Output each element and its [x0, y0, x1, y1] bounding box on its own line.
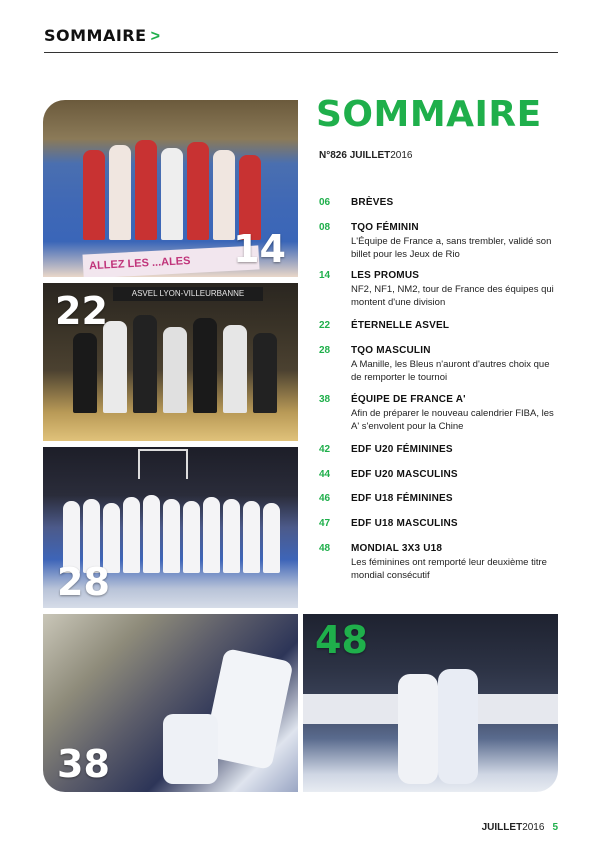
- page-number: 5: [552, 822, 558, 833]
- header-title: SOMMAIRE: [44, 26, 147, 45]
- asvel-banner: ASVEL LYON-VILLEURBANNE: [113, 287, 263, 301]
- player-decoration: [398, 674, 438, 784]
- toc-page-number: 48: [319, 543, 331, 554]
- toc-title: TQO MASCULIN: [351, 345, 431, 356]
- toc-title: EDF U20 FÉMININES: [351, 444, 453, 455]
- page-title: SOMMAIRE: [316, 94, 542, 135]
- photo-tqo-feminin[interactable]: [43, 100, 298, 277]
- photo-page-number: 38: [57, 742, 110, 786]
- players-decoration: [43, 140, 298, 240]
- toc-page-number: 46: [319, 493, 331, 504]
- photo-equipe-de-france-a[interactable]: [43, 614, 298, 792]
- issue-number: N°826: [319, 150, 347, 161]
- toc-title: ÉQUIPE DE FRANCE A': [351, 394, 466, 405]
- toc-page-number: 14: [319, 270, 331, 281]
- toc-title: MONDIAL 3X3 U18: [351, 543, 443, 554]
- toc-title: EDF U18 FÉMININES: [351, 493, 453, 504]
- jersey-decoration: [163, 714, 218, 784]
- toc-description: Afin de préparer le nouveau calendrier FIBA, les A' s'envolent pour la Chine: [351, 408, 554, 432]
- toc-page-number: 22: [319, 320, 331, 331]
- toc-description: NF2, NF1, NM2, tour de France des équipes qui montent d'une division: [351, 284, 554, 308]
- toc-page-number: 44: [319, 469, 331, 480]
- toc-page-number: 06: [319, 197, 331, 208]
- issue-month: JUILLET: [349, 150, 391, 161]
- issue-year: 2016: [390, 150, 413, 161]
- chevron-right-icon: >: [150, 28, 160, 45]
- toc-title: BRÈVES: [351, 197, 394, 208]
- toc-title: TQO FÉMININ: [351, 222, 419, 233]
- photo-page-number: 28: [57, 560, 110, 604]
- photo-asvel[interactable]: [43, 283, 298, 441]
- photo-page-number: 14: [233, 227, 286, 271]
- toc-description: Les féminines ont remporté leur deuxième titre mondial consécutif: [351, 557, 547, 581]
- photo-tqo-masculin[interactable]: [43, 447, 298, 608]
- basket-hoop-decoration: [138, 449, 188, 479]
- toc-title: ÉTERNELLE ASVEL: [351, 320, 450, 331]
- toc-title: LES PROMUS: [351, 270, 420, 281]
- toc-page-number: 38: [319, 394, 331, 405]
- fan-banner: ALLEZ LES ...ALES: [82, 245, 259, 277]
- player-decoration: [438, 669, 478, 784]
- toc-description: A Manille, les Bleus n'auront d'autres choix que de remporter le tournoi: [351, 359, 550, 383]
- photo-mondial-3x3[interactable]: [303, 614, 558, 792]
- toc-page-number: 47: [319, 518, 331, 529]
- toc-page-number: 08: [319, 222, 331, 233]
- toc-page-number: 42: [319, 444, 331, 455]
- toc-title: EDF U18 MASCULINS: [351, 518, 458, 529]
- page-footer: [482, 822, 558, 833]
- toc-page-number: 28: [319, 345, 331, 356]
- photo-page-number: 22: [55, 289, 108, 333]
- issue-info: [319, 150, 413, 161]
- footer-month: JUILLET: [481, 822, 523, 833]
- page-header: [44, 26, 558, 53]
- photo-page-number: 48: [315, 618, 368, 662]
- toc-description: L'Équipe de France a, sans trembler, validé son billet pour les Jeux de Rio: [351, 236, 552, 260]
- footer-year: 2016: [522, 822, 545, 833]
- toc-title: EDF U20 MASCULINS: [351, 469, 458, 480]
